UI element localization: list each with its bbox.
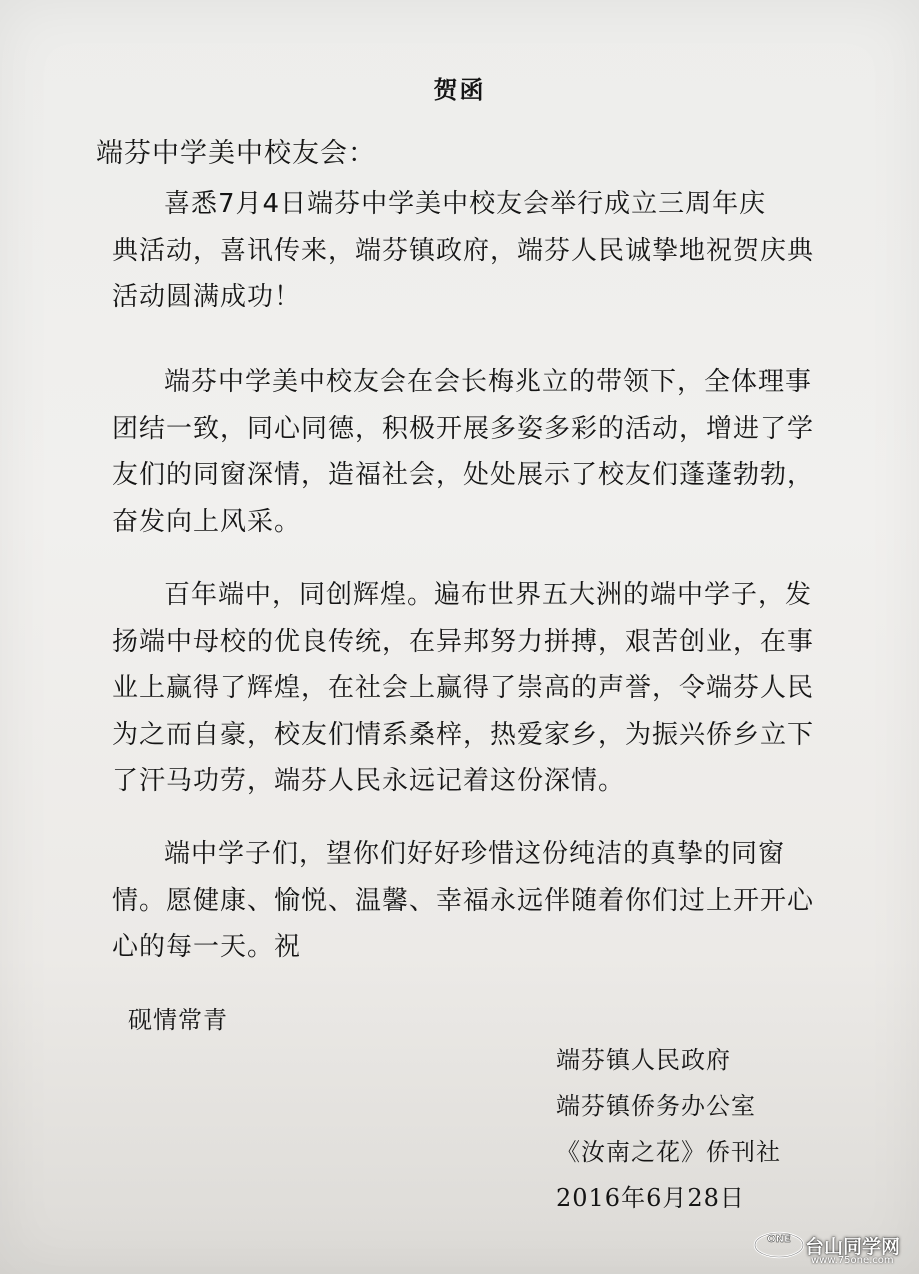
paragraph-line: 了汗马功劳，端芬人民永远记着这份深情。: [112, 766, 626, 796]
letter-date: 2016年6月28日: [556, 1184, 745, 1212]
site-name: 台山同学网: [805, 1236, 901, 1258]
signatory-magazine: 《汝南之花》侨刊社: [556, 1138, 781, 1166]
paragraph-3: [112, 572, 852, 805]
salutation: 端芬中学美中校友会：: [96, 138, 376, 169]
paragraph-line: 典活动，喜讯传来，端芬镇政府，端芬人民诚挚地祝贺庆典: [112, 235, 815, 266]
paragraph-line: 心的每一天。祝: [112, 932, 302, 962]
paragraph-2: [112, 359, 852, 545]
letter-title: 贺函: [433, 76, 486, 104]
paragraph-4: [112, 831, 852, 971]
paragraph-line: 扬端中母校的优良传统，在异邦努力拼搏，艰苦创业，在事: [112, 626, 815, 657]
site-logo-icon: [753, 1230, 805, 1260]
paragraph-line: 奋发向上风采。: [112, 506, 302, 537]
paragraph-line: 情。愿健康、愉悦、温馨、幸福永远伴随着你们过上开开心: [112, 885, 815, 916]
closing-wish: 砚情常青: [128, 1006, 228, 1034]
paragraph-line: 团结一致，同心同德，积极开展多姿多彩的活动，增进了学: [112, 413, 815, 444]
paragraph-line: 业上赢得了辉煌，在社会上赢得了崇高的声誉，令端芬人民: [112, 673, 815, 703]
paragraph-line: 友们的同窗深情，造福社会，处处展示了校友们蓬蓬勃勃，: [112, 460, 815, 490]
paragraph-1: [112, 181, 852, 321]
paragraph-line: 活动圆满成功！: [112, 282, 302, 312]
site-url: www.75one.com: [811, 1255, 894, 1266]
paragraph-line: 喜悉7月4日端芬中学美中校友会举行成立三周年庆: [164, 189, 767, 219]
paragraph-line: 端芬中学美中校友会在会长梅兆立的带领下，全体理事: [164, 367, 813, 397]
site-watermark: [753, 1228, 913, 1270]
paragraph-line: 端中学子们，望你们好好珍惜这份纯洁的真挚的同窗: [164, 839, 786, 869]
signatory-overseas-affairs-office: 端芬镇侨务办公室: [556, 1092, 756, 1120]
paragraph-line: 为之而自豪，校友们情系桑梓，热爱家乡，为振兴侨乡立下: [112, 719, 815, 750]
paragraph-line: 百年端中，同创辉煌。遍布世界五大洲的端中学子，发: [164, 580, 813, 610]
logo-text: ONE: [767, 1234, 791, 1245]
signatory-township-government: 端芬镇人民政府: [556, 1046, 731, 1074]
signature-block: [556, 1037, 781, 1221]
